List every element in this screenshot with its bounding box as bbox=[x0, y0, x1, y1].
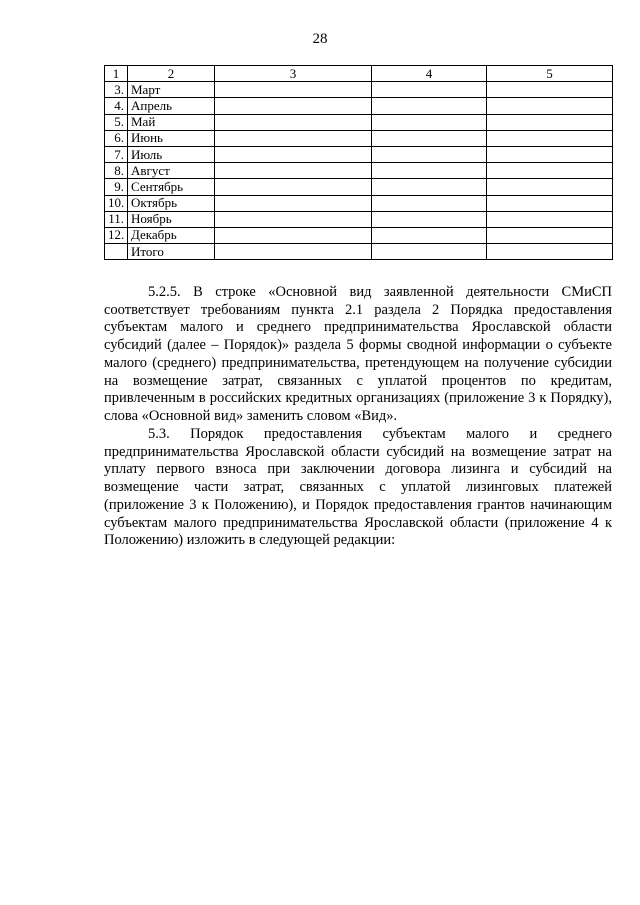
row-number-cell: 4. bbox=[105, 98, 128, 114]
empty-cell bbox=[372, 98, 487, 114]
empty-cell bbox=[215, 227, 372, 243]
empty-cell bbox=[372, 114, 487, 130]
paragraph-5-2-5: 5.2.5. В строке «Основной вид заявленной деятельности СМиСП соответствует требованиям пункта 2.1 раздела 2 Порядка предоставления субъектам малого и среднего предпринимательства Ярославской области субсидий (далее – Порядок)» раздела 5 формы сводной информации о субъекте малого (среднего) предпринимательства, претендующем на получение субсидии на возмещение затрат, связанных с уплатой процентов по кредитам, привлеченным в российских кредитных организациях (приложение 3 к Порядку), слова «Основной вид» заменить словом «Вид». bbox=[104, 284, 612, 424]
empty-cell bbox=[487, 244, 613, 260]
table-row bbox=[105, 227, 613, 243]
table-row bbox=[105, 195, 613, 211]
header-cell: 4 bbox=[372, 66, 487, 82]
empty-cell bbox=[215, 114, 372, 130]
month-cell: Октябрь bbox=[128, 195, 215, 211]
table-row bbox=[105, 114, 613, 130]
month-cell: Июнь bbox=[128, 130, 215, 146]
empty-cell bbox=[215, 146, 372, 162]
empty-cell bbox=[215, 130, 372, 146]
empty-cell bbox=[372, 195, 487, 211]
table-row bbox=[105, 163, 613, 179]
empty-cell bbox=[372, 163, 487, 179]
empty-cell bbox=[487, 98, 613, 114]
empty-cell bbox=[215, 244, 372, 260]
empty-cell bbox=[487, 114, 613, 130]
empty-cell bbox=[215, 211, 372, 227]
row-number-cell: 9. bbox=[105, 179, 128, 195]
month-cell: Итого bbox=[128, 244, 215, 260]
table-row bbox=[105, 82, 613, 98]
empty-cell bbox=[487, 195, 613, 211]
table-header-row bbox=[105, 66, 613, 82]
header-cell: 2 bbox=[128, 66, 215, 82]
month-cell: Декабрь bbox=[128, 227, 215, 243]
empty-cell bbox=[372, 244, 487, 260]
row-number-cell: 5. bbox=[105, 114, 128, 130]
row-number-cell: 11. bbox=[105, 211, 128, 227]
empty-cell bbox=[372, 227, 487, 243]
paragraph-5-3: 5.3. Порядок предоставления субъектам малого и среднего предпринимательства Ярославской области субсидий на возмещение затрат на уплату первого взноса при заключении договора лизинга и субсидий на возмещение части затрат, связанных с уплатой лизинговых платежей (приложение 3 к Положению), и Порядок предоставления грантов начинающим субъектам малого предпринимательства Ярославской области (приложение 4 к Положению) изложить в следующей редакции: bbox=[104, 426, 612, 549]
row-number-cell: 12. bbox=[105, 227, 128, 243]
monthly-table bbox=[104, 65, 613, 260]
empty-cell bbox=[215, 195, 372, 211]
empty-cell bbox=[487, 227, 613, 243]
empty-cell bbox=[487, 179, 613, 195]
empty-cell bbox=[372, 146, 487, 162]
row-number-cell: 10. bbox=[105, 195, 128, 211]
row-number-cell bbox=[105, 244, 128, 260]
month-cell: Март bbox=[128, 82, 215, 98]
row-number-cell: 3. bbox=[105, 82, 128, 98]
month-cell: Июль bbox=[128, 146, 215, 162]
header-cell: 3 bbox=[215, 66, 372, 82]
table-row bbox=[105, 179, 613, 195]
empty-cell bbox=[215, 82, 372, 98]
month-cell: Сентябрь bbox=[128, 179, 215, 195]
month-cell: Август bbox=[128, 163, 215, 179]
empty-cell bbox=[487, 130, 613, 146]
empty-cell bbox=[215, 163, 372, 179]
table-row bbox=[105, 146, 613, 162]
month-cell: Ноябрь bbox=[128, 211, 215, 227]
table-row bbox=[105, 130, 613, 146]
header-cell: 5 bbox=[487, 66, 613, 82]
empty-cell bbox=[215, 98, 372, 114]
table-row bbox=[105, 244, 613, 260]
empty-cell bbox=[372, 130, 487, 146]
row-number-cell: 8. bbox=[105, 163, 128, 179]
empty-cell bbox=[487, 163, 613, 179]
empty-cell bbox=[372, 82, 487, 98]
page-number: 28 bbox=[312, 31, 328, 47]
row-number-cell: 7. bbox=[105, 146, 128, 162]
empty-cell bbox=[215, 179, 372, 195]
month-cell: Апрель bbox=[128, 98, 215, 114]
empty-cell bbox=[372, 211, 487, 227]
header-cell: 1 bbox=[105, 66, 128, 82]
empty-cell bbox=[487, 146, 613, 162]
table-row bbox=[105, 211, 613, 227]
empty-cell bbox=[487, 82, 613, 98]
month-cell: Май bbox=[128, 114, 215, 130]
table-row bbox=[105, 98, 613, 114]
empty-cell bbox=[487, 211, 613, 227]
row-number-cell: 6. bbox=[105, 130, 128, 146]
empty-cell bbox=[372, 179, 487, 195]
